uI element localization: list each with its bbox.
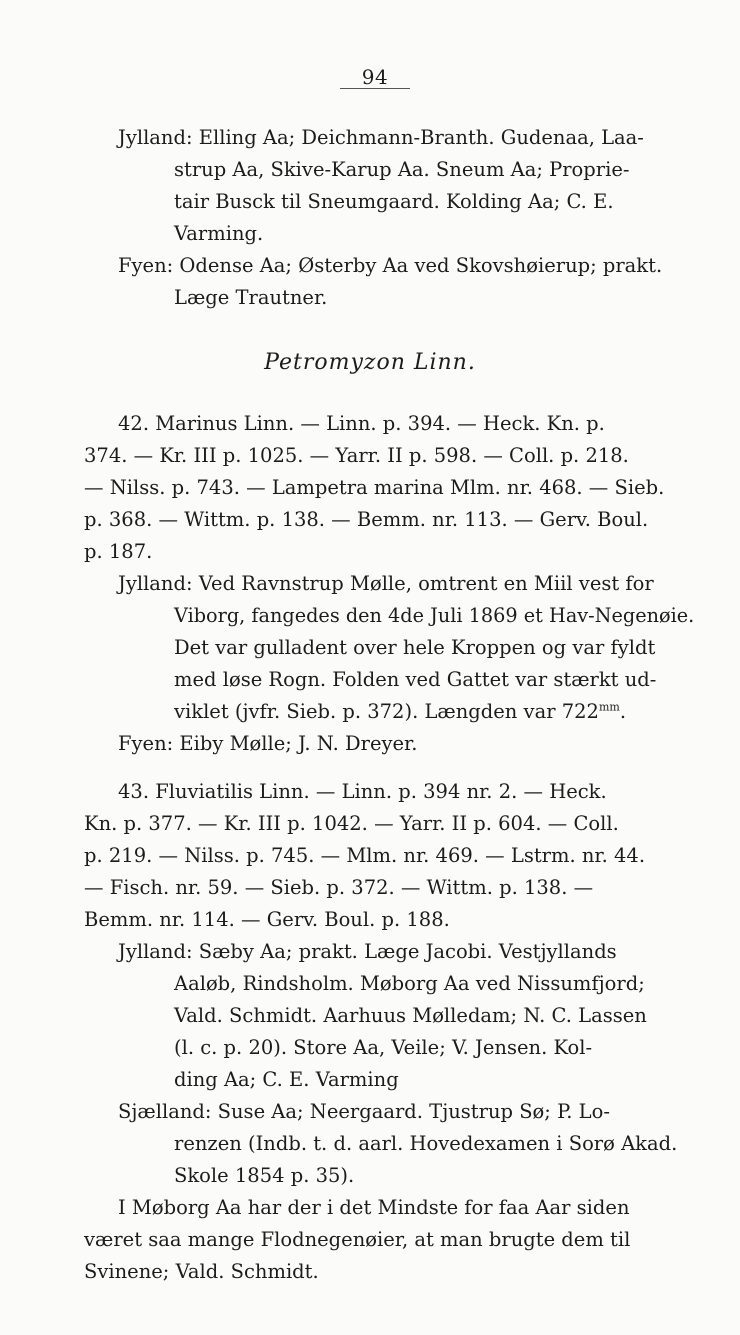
text-line: Jylland: Sæby Aa; prakt. Læge Jacobi. Vestjyllands xyxy=(118,940,617,963)
text-line: Det var gulladent over hele Kroppen og var fyldt xyxy=(174,636,656,659)
text-line: Svinene; Vald. Schmidt. xyxy=(84,1260,319,1283)
text-line: 374. — Kr. III p. 1025. — Yarr. II p. 598. — Coll. p. 218. xyxy=(84,444,629,467)
text-line: Bemm. nr. 114. — Gerv. Boul. p. 188. xyxy=(84,908,450,931)
text-line: ding Aa; C. E. Varming xyxy=(174,1068,399,1091)
page-number: 94 xyxy=(340,66,410,89)
text-line: (l. c. p. 20). Store Aa, Veile; V. Jensen. Kol- xyxy=(174,1036,593,1059)
text-line: Fyen: Odense Aa; Østerby Aa ved Skovshøierup; prakt. xyxy=(118,254,663,277)
unit-superscript: mm xyxy=(598,700,620,714)
text-line: Vald. Schmidt. Aarhuus Mølledam; N. C. Lassen xyxy=(174,1004,647,1027)
text-line: Skole 1854 p. 35). xyxy=(174,1164,355,1187)
text-line: Sjælland: Suse Aa; Neergaard. Tjustrup Sø; P. Lo- xyxy=(118,1100,610,1123)
text-line: 43. Fluviatilis Linn. — Linn. p. 394 nr. 2. — Heck. xyxy=(118,780,607,803)
text-line: Læge Trautner. xyxy=(174,286,328,309)
text-line: renzen (Indb. t. d. aarl. Hovedexamen i Sorø Akad. xyxy=(174,1132,678,1155)
text-line: — Nilss. p. 743. — Lampetra marina Mlm. nr. 468. — Sieb. xyxy=(84,476,665,499)
text-line: p. 368. — Wittm. p. 138. — Bemm. nr. 113. — Gerv. Boul. xyxy=(84,508,649,531)
text-line: 42. Marinus Linn. — Linn. p. 394. — Heck. Kn. p. xyxy=(118,412,605,435)
text-line: p. 187. xyxy=(84,540,153,563)
text-line: Viborg, fangedes den 4de Juli 1869 et Hav-Negenøie. xyxy=(174,604,695,627)
text-line: strup Aa, Skive-Karup Aa. Sneum Aa; Proprie- xyxy=(174,158,630,181)
text-line: med løse Rogn. Folden ved Gattet var stærkt ud- xyxy=(174,668,657,691)
text-line: p. 219. — Nilss. p. 745. — Mlm. nr. 469. — Lstrm. nr. 44. xyxy=(84,844,646,867)
text-line: — Fisch. nr. 59. — Sieb. p. 372. — Wittm. p. 138. — xyxy=(84,876,594,899)
section-heading: Petromyzon Linn. xyxy=(264,350,476,375)
unit-period: . xyxy=(619,700,627,723)
text-line: Fyen: Eiby Mølle; J. N. Dreyer. xyxy=(118,732,418,755)
text-line: tair Busck til Sneumgaard. Kolding Aa; C. E. xyxy=(174,190,614,213)
text-line: Jylland: Ved Ravnstrup Mølle, omtrent en Miil vest for xyxy=(118,572,654,595)
text-line: Kn. p. 377. — Kr. III p. 1042. — Yarr. II p. 604. — Coll. xyxy=(84,812,619,835)
text-line: Jylland: Elling Aa; Deichmann-Branth. Gudenaa, Laa- xyxy=(118,126,644,149)
text-line: viklet (jvfr. Sieb. p. 372). Længden var 722 xyxy=(174,700,599,723)
text-line: været saa mange Flodnegenøier, at man brugte dem til xyxy=(84,1228,631,1251)
text-line: I Møborg Aa har der i det Mindste for faa Aar siden xyxy=(118,1196,630,1219)
text-line: Varming. xyxy=(174,222,264,245)
text-line-with-unit xyxy=(174,700,626,724)
text-line: Aaløb, Rindsholm. Møborg Aa ved Nissumfjord; xyxy=(174,972,645,995)
